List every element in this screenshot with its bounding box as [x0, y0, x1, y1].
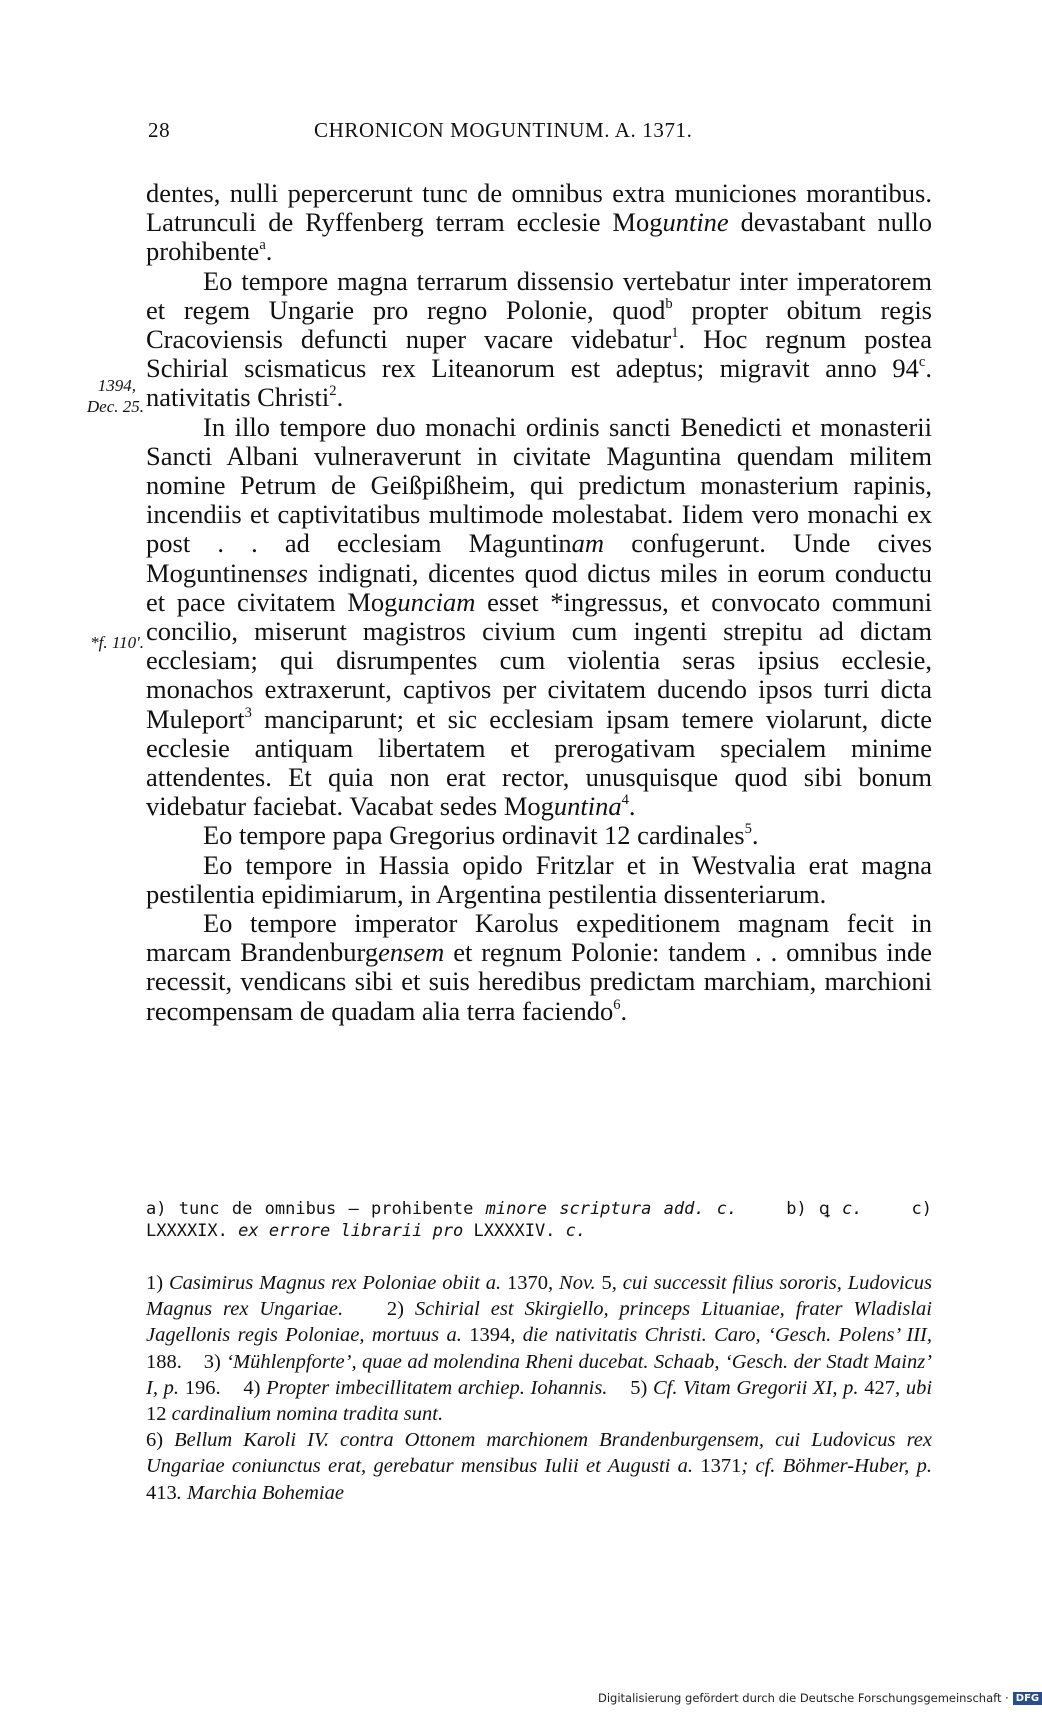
paragraph-1: dentes, nulli pepercerunt tunc de omnibus extra municiones morantibus. Latrunculi de Ryffenberg terram ecclesie Moguntine devastabant nullo prohibente$^a$.	[146, 178, 933, 267]
footnotes: 1) Casimirus Magnus rex Poloniae obiit a. 1370, Nov. 5, cui successit filius sororis, Ludovicus Magnus rex Ungariae. 2) Schirial est Skirgiello, princeps Lituaniae, frater Wladislai Jagellonis regis Poloniae, mortuus a. 1394, die nativitatis Christi. Caro, ‘Gesch. Polens’ III, 188. 3) ‘Mühlenpforte’, quae ad molendina Rheni ducebat. Schaab, ‘Gesch. der Stadt Mainz’ I, p. 196. 4) Propter imbecillitatem archiep. Iohannis. 5) Cf. Vitam Gregorii XI, p. 427, ubi 12 cardinalium nomina tradita sunt. 6) Bellum Karoli IV. contra Ottonem marchionem Brandenburgensem, cui Ludovicus rex Ungariae coniunctus erat, gerebatur mensibus Iulii et Augusti a. 1371; cf. Böhmer-Huber, p. 413. Marchia Bohemiae	[146, 1272, 933, 1504]
footnote-ref: 4	[621, 792, 629, 809]
paragraph-3: In illo tempore duo monachi ordinis sancti Benedicti et monasterii Sancti Albani vulneraverunt in civitate Maguntina quendam militem nomine Petrum de Geißpißheim, qui predictum monasterium rapinis, incendiis et captivitatibus multimode molestabat. Iidem vero monachi ex post . . ad ecclesiam Maguntinam confugerunt. Unde cives Moguntinenses indignati, dicentes quod dictus miles in eorum conductu et pace civitatem Mogunciam esset *ingressus, et convocato communi concilio, miserunt magistros civium cum ingenti strepitu ad dictam ecclesiam; qui disrumpentes cum violentia seras ipsius ecclesie, monachos extraxerunt, captivos per civitatem ducendo ipsos turri dicta Muleport$^3$ manciparunt; et sic ecclesiam ipsam temere violarunt, dicte ecclesie antiquam libertatem et prerogativam specialem minime attendentes. Et quia non erat rector, unusquisque quod sibi bonum videbatur faciebat. Vacabat sedes Moguntina$^4$.	[146, 411, 932, 822]
apparatus-mark: b	[665, 295, 673, 312]
margin-date-day: Dec. 25.	[86, 397, 144, 416]
running-title: CHRONICON MOGUNTINUM. A. 1371.	[314, 118, 693, 142]
margin-date-year: 1394,	[97, 376, 136, 395]
footnote-ref: 3	[244, 704, 252, 721]
main-text	[146, 179, 932, 1026]
footnote-ref: 1	[671, 325, 679, 342]
footnote-ref: 2	[329, 383, 337, 400]
apparatus-mark: a	[259, 237, 266, 254]
page-number: 28	[148, 118, 171, 142]
paragraph-6: Eo tempore imperator Karolus expeditionem magnam fecit in marcam Brandenburgensem et regnum Polonie: tandem . . omnibus inde recessit, vendicans sibi et suis heredibus predictam marchiam, marchioni recompensam de quadam alia terra faciendo$^6$.	[146, 908, 932, 1026]
footnote-ref: 6	[613, 996, 621, 1013]
margin-folio: *f. 110'.	[90, 633, 144, 652]
digitization-credit: Digitalisierung gefördert durch die Deutsche Forschungsgemeinschaft · DFG	[598, 1691, 990, 1711]
paragraph-4: Eo tempore papa Gregorius ordinavit 12 cardinales$^5$.	[203, 820, 759, 851]
paragraph-5: Eo tempore in Hassia opido Fritzlar et in Westvalia erat magna pestilentia epidimiarum, in Argentina pestilentia dissenteriarum.	[146, 849, 932, 909]
footnote-ref: 5	[744, 821, 752, 838]
critical-apparatus: a) tunc de omnibus — prohibente minore scriptura add. c. b) ꝗ c. c) LXXXXIX. ex errore librarii pro LXXXXIV. c.	[146, 1199, 932, 1241]
dfg-logo: DFG	[1013, 1692, 1042, 1705]
paragraph-2: Eo tempore magna terrarum dissensio vertebatur inter imperatorem et regem Ungarie pro regno Polonie, quod$^b$ propter obitum regis Cracoviensis defuncti nuper vacare videbatur$^1$. Hoc regnum postea Schirial scismaticus rex Liteanorum est adeptus; migravit anno 94$^c$. nativitatis Christi$^2$.	[146, 265, 932, 413]
apparatus-mark: c	[918, 354, 926, 371]
running-header	[146, 118, 932, 148]
